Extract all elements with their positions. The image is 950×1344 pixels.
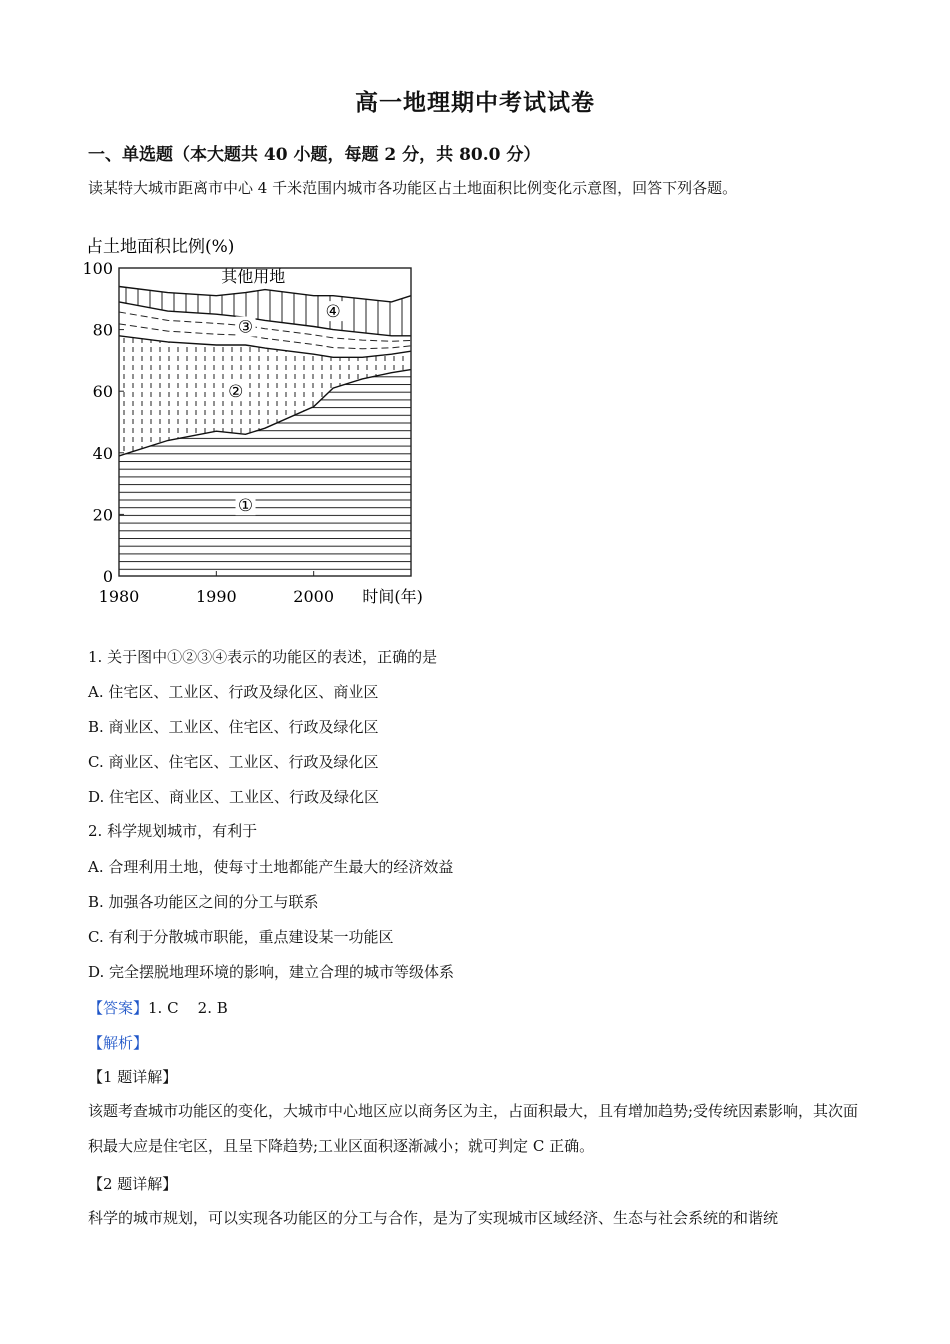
question-2-stem: 2. 科学规划城市，有利于 — [88, 822, 258, 840]
answer-text: 1. C 2. B — [148, 999, 228, 1017]
y-tick-label: 40 — [92, 443, 113, 463]
area-label-4: ④ — [325, 302, 341, 323]
area-label-2: ② — [228, 382, 244, 403]
x-tick-label: 2000 — [293, 587, 335, 606]
answer-line — [88, 997, 228, 1018]
y-tick-label: 60 — [92, 382, 113, 402]
question-1-option-d: D. 住宅区、商业区、工业区、行政及绿化区 — [88, 788, 380, 806]
detail-2-text: 科学的城市规划，可以实现各功能区的分工与合作，是为了实现城市区域经济、生态与社会系统的和谐统 — [88, 1209, 779, 1227]
land-use-chart — [84, 230, 424, 610]
x-tick-label: 1980 — [98, 587, 140, 606]
question-2-option-c: C. 有利于分散城市职能，重点建设某一功能区 — [88, 928, 394, 946]
page-title: 高一地理期中考试试卷 — [355, 89, 595, 116]
question-2-option-a: A. 合理利用土地，使每寸土地都能产生最大的经济效益 — [88, 858, 454, 876]
y-tick-label: 0 — [102, 567, 113, 586]
question-1-option-a: A. 住宅区、工业区、行政及绿化区、商业区 — [88, 683, 379, 701]
section-heading: 一、单选题（本大题共 40 小题，每题 2 分，共 80.0 分） — [88, 145, 541, 165]
y-tick-label: 20 — [92, 505, 113, 525]
question-1-stem: 1. 关于图中①②③④表示的功能区的表述，正确的是 — [88, 648, 438, 666]
question-1-option-b: B. 商业区、工业区、住宅区、行政及绿化区 — [88, 718, 379, 736]
answer-label: 【答案】 — [88, 999, 149, 1017]
y-tick-label: 80 — [92, 320, 113, 340]
area-label-1: ① — [237, 496, 254, 517]
land-use-chart-svg — [84, 230, 424, 610]
area-label-3: ③ — [237, 317, 254, 338]
detail-1-label: 【1 题详解】 — [88, 1068, 178, 1086]
detail-2-label: 【2 题详解】 — [88, 1175, 178, 1193]
y-axis-title: 占土地面积比例(%) — [86, 237, 235, 257]
question-2-option-d: D. 完全摆脱地理环境的影响，建立合理的城市等级体系 — [88, 963, 455, 981]
detail-1-text: 该题考查城市功能区的变化，大城市中心地区应以商务区为主，占面积最大，且有增加趋势;受传统因素影响，其次面积最大应是住宅区，且呈下降趋势;工业区面积逐渐减小；就可判定 C 正确。 — [88, 1102, 859, 1155]
question-1-option-c: C. 商业区、住宅区、工业区、行政及绿化区 — [88, 753, 379, 771]
other-land-label: 其他用地 — [221, 266, 286, 286]
analysis-label: 【解析】 — [88, 1034, 149, 1052]
intro-text: 读某特大城市距离市中心 4 千米范围内城市各功能区占土地面积比例变化示意图，回答下列各题。 — [88, 179, 738, 197]
question-2-option-b: B. 加强各功能区之间的分工与联系 — [88, 893, 319, 911]
y-tick-label: 100 — [84, 259, 113, 278]
x-tick-label: 1990 — [195, 587, 237, 606]
x-axis-title: 时间(年) — [362, 587, 423, 606]
